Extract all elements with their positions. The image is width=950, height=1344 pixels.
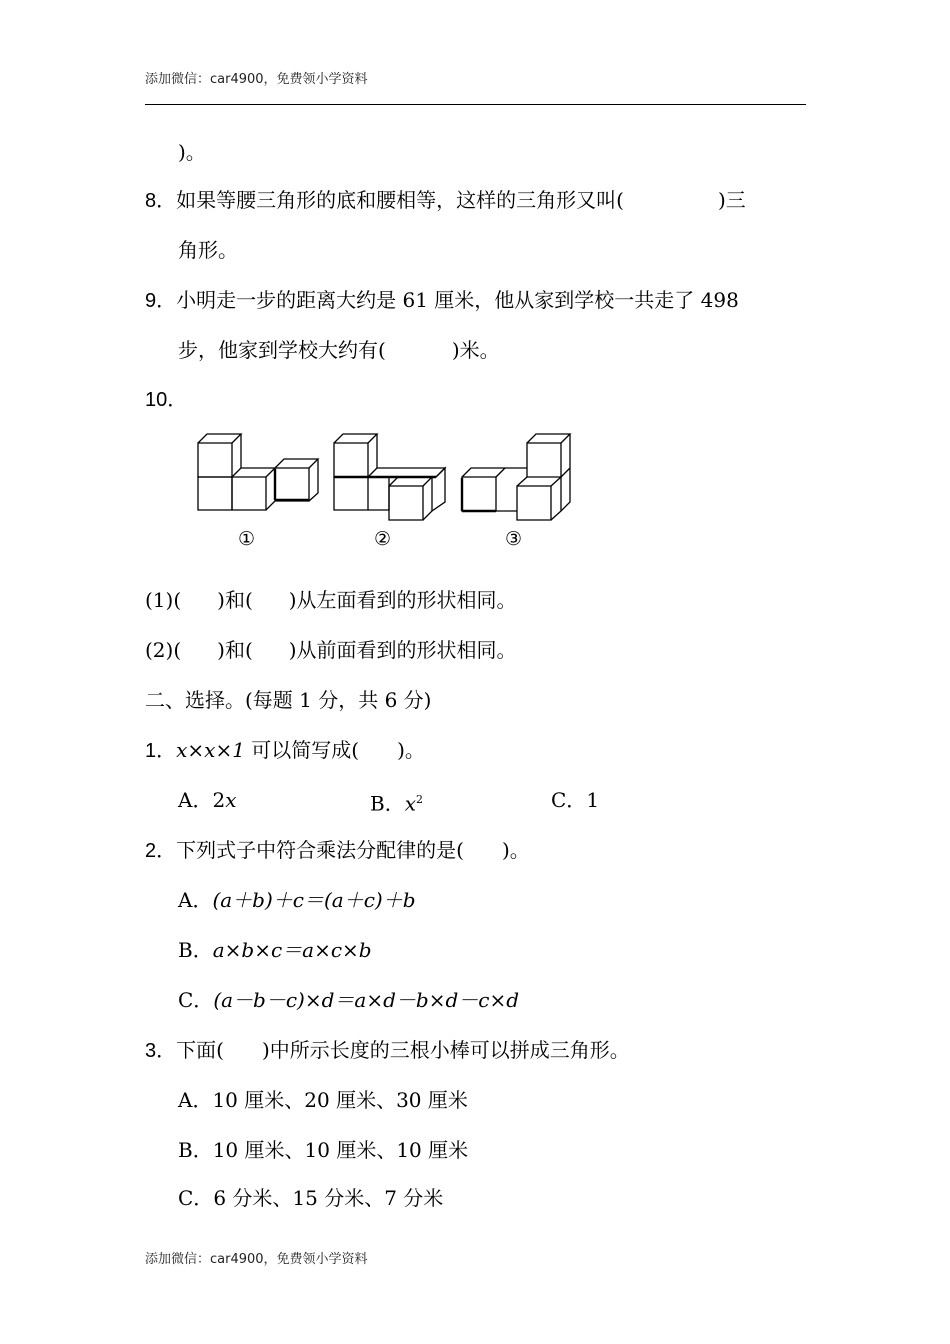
question-text: )三 (717, 188, 746, 212)
prev-question-tail: )。 (178, 140, 206, 164)
option-3a[interactable] (178, 1088, 468, 1112)
option-1b[interactable] (370, 788, 423, 816)
option-text: 10 厘米、20 厘米、30 厘米 (212, 1088, 468, 1112)
cube-figure-3 (462, 434, 570, 520)
question-text: )中所示长度的三根小棒可以拼成三角形。 (261, 1038, 630, 1062)
question-number: 3． (145, 1040, 177, 1062)
question-text: 如果等腰三角形的底和腰相等，这样的三角形又叫( (176, 188, 624, 212)
header-watermark: 添加微信：car4900，免费领小学资料 (145, 72, 368, 87)
question-10-number: 10． (145, 389, 188, 411)
question-text: 可以简写成( (244, 738, 360, 762)
question-8-cont: 角形。 (178, 238, 238, 262)
question-8 (145, 188, 746, 213)
question-text: )。 (501, 838, 530, 862)
choice-question-2 (145, 838, 530, 863)
option-letter: A． (178, 1088, 213, 1112)
question-text: )和( (217, 638, 253, 662)
option-text: 6 分米、15 分米、7 分米 (213, 1186, 444, 1210)
option-exponent: 2 (415, 793, 423, 806)
option-variable: x (225, 788, 237, 812)
question-text: (1)( (145, 588, 182, 612)
question-text: )从前面看到的形状相同。 (288, 638, 517, 662)
option-text: 10 厘米、10 厘米、10 厘米 (212, 1138, 469, 1162)
question-text: )。 (397, 738, 425, 762)
question-number: 9． (145, 290, 177, 312)
question-9 (145, 288, 739, 313)
option-letter: B． (178, 1138, 213, 1162)
option-value: 1 (586, 788, 600, 812)
math-expression: x×x×1 (176, 738, 245, 762)
question-text: (2)( (145, 638, 182, 662)
option-expression: (a＋b)＋c＝(a＋c)＋b (212, 888, 416, 912)
question-number: 1． (145, 740, 177, 762)
cube-figure-2 (334, 434, 445, 520)
option-1c[interactable] (551, 788, 599, 812)
option-2b[interactable] (178, 938, 372, 962)
option-letter: C． (551, 788, 587, 812)
question-number: 8． (145, 190, 177, 212)
question-number: 2． (145, 840, 177, 862)
option-1a[interactable] (178, 788, 236, 812)
question-text: 下面( (176, 1038, 224, 1062)
figure-label-3: ③ (505, 528, 523, 550)
question-text: )从左面看到的形状相同。 (288, 588, 517, 612)
option-letter: A． (178, 888, 213, 912)
header-rule (145, 104, 806, 105)
option-2a[interactable] (178, 888, 416, 912)
choice-question-1 (145, 738, 425, 763)
choice-question-3 (145, 1038, 630, 1063)
option-letter: A． (178, 788, 213, 812)
footer-watermark: 添加微信：car4900，免费领小学资料 (145, 1252, 368, 1267)
option-2c[interactable] (178, 988, 519, 1012)
option-expression: a×b×c＝a×c×b (212, 938, 372, 962)
figure-label-2: ② (374, 528, 392, 550)
question-text: )米。 (451, 338, 500, 362)
cube-figure-1 (198, 434, 318, 510)
question-9-cont (178, 338, 500, 362)
question-10-part-2 (145, 638, 517, 662)
option-letter: B． (178, 938, 213, 962)
option-letter: C． (178, 1186, 214, 1210)
cube-figures (190, 425, 590, 530)
option-letter: C． (178, 988, 214, 1012)
option-variable: x (404, 791, 416, 816)
option-3c[interactable] (178, 1186, 443, 1210)
figure-label-1: ① (238, 528, 256, 550)
option-letter: B． (370, 791, 405, 816)
question-text: 步，他家到学校大约有( (178, 338, 386, 362)
option-3b[interactable] (178, 1138, 468, 1162)
question-text: 小明走一步的距离大约是 61 厘米，他从家到学校一共走了 498 (176, 288, 739, 312)
question-text: )和( (217, 588, 253, 612)
question-10-part-1 (145, 588, 517, 612)
option-expression: (a－b－c)×d＝a×d－b×d－c×d (213, 988, 520, 1012)
section-2-title: 二、选择。(每题 1 分，共 6 分) (145, 688, 432, 712)
option-value: 2 (212, 788, 226, 812)
question-text: 下列式子中符合乘法分配律的是( (176, 838, 464, 862)
